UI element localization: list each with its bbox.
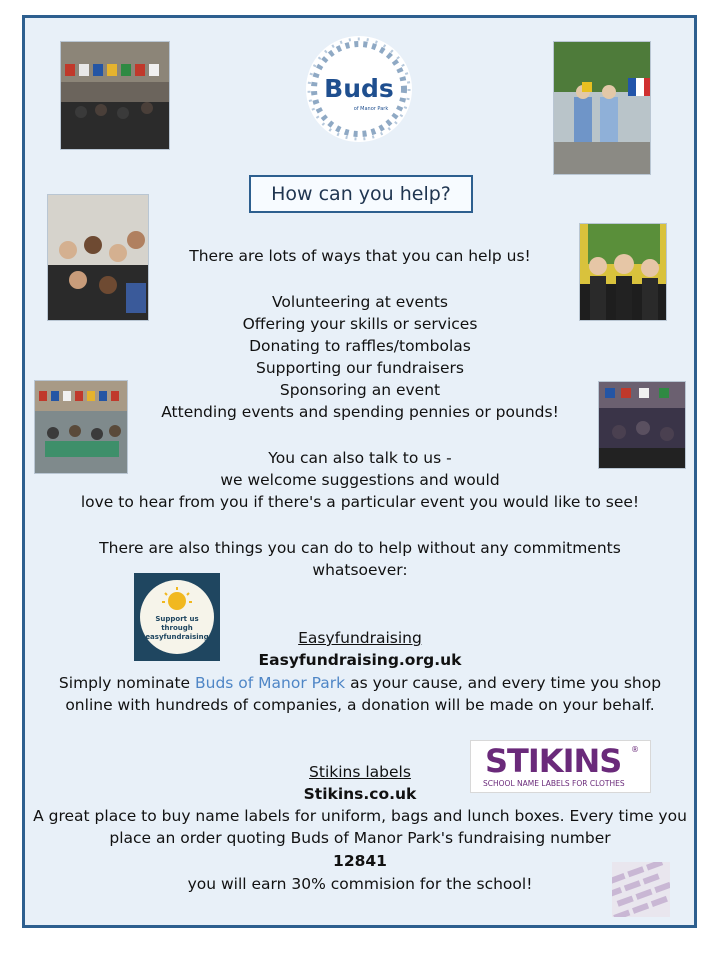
ways-item: Supporting our fundraisers: [256, 359, 464, 377]
stikins-url[interactable]: Stikins.co.uk: [303, 785, 417, 803]
ways-item: Donating to raffles/tombolas: [249, 337, 471, 355]
intro-text: There are lots of ways that you can help us!: [189, 247, 531, 265]
logo-name: Buds: [324, 74, 394, 103]
photo-children-flags: [553, 41, 651, 175]
logo-subtitle: of Manor Park: [353, 106, 389, 112]
buds-logo: [305, 33, 413, 145]
no-commitment-text: There are also things you can do to help without any commitments whatsoever:: [99, 539, 621, 579]
ways-item: Sponsoring an event: [279, 381, 441, 399]
buds-highlight: Buds of Manor Park: [195, 674, 346, 692]
stikins-brand: STIKINS: [485, 742, 622, 780]
talk-text: You can also talk to us -: [268, 449, 452, 467]
easyfundraising-desc: Simply nominate Buds of Manor Park as your cause, and every time you shop online with hundreds of companies, a donation will be made on your behalf.: [58, 674, 662, 714]
talk-text: love to hear from you if there's a particular event you would like to see!: [80, 493, 640, 511]
easyfundraising-logo-text: Support us through easyfundraising: [145, 615, 209, 641]
ways-item: Attending events and spending pennies or pounds!: [161, 403, 559, 421]
ways-item: Offering your skills or services: [242, 315, 478, 333]
photo-hall-flags: [60, 41, 170, 150]
easyfundraising-label: Easyfundraising: [298, 629, 422, 647]
stikins-label: Stikins labels: [309, 763, 411, 781]
stikins-number: 12841: [333, 852, 387, 870]
ways-item: Volunteering at events: [272, 293, 448, 311]
stikins-closing: you will earn 30% commision for the school!: [187, 875, 533, 893]
stikins-reg-mark: ®: [631, 745, 639, 754]
easyfundraising-url[interactable]: Easyfundraising.org.uk: [258, 651, 462, 669]
stikins-tagline: SCHOOL NAME LABELS FOR CLOTHES: [483, 779, 625, 788]
page-title: How can you help?: [249, 175, 473, 213]
talk-text: we welcome suggestions and would: [220, 471, 500, 489]
stikins-desc: A great place to buy name labels for uniform, bags and lunch boxes. Every time you place an order quoting Buds of Manor Park's fundraising number: [33, 807, 687, 847]
name-labels-image: [612, 862, 670, 917]
